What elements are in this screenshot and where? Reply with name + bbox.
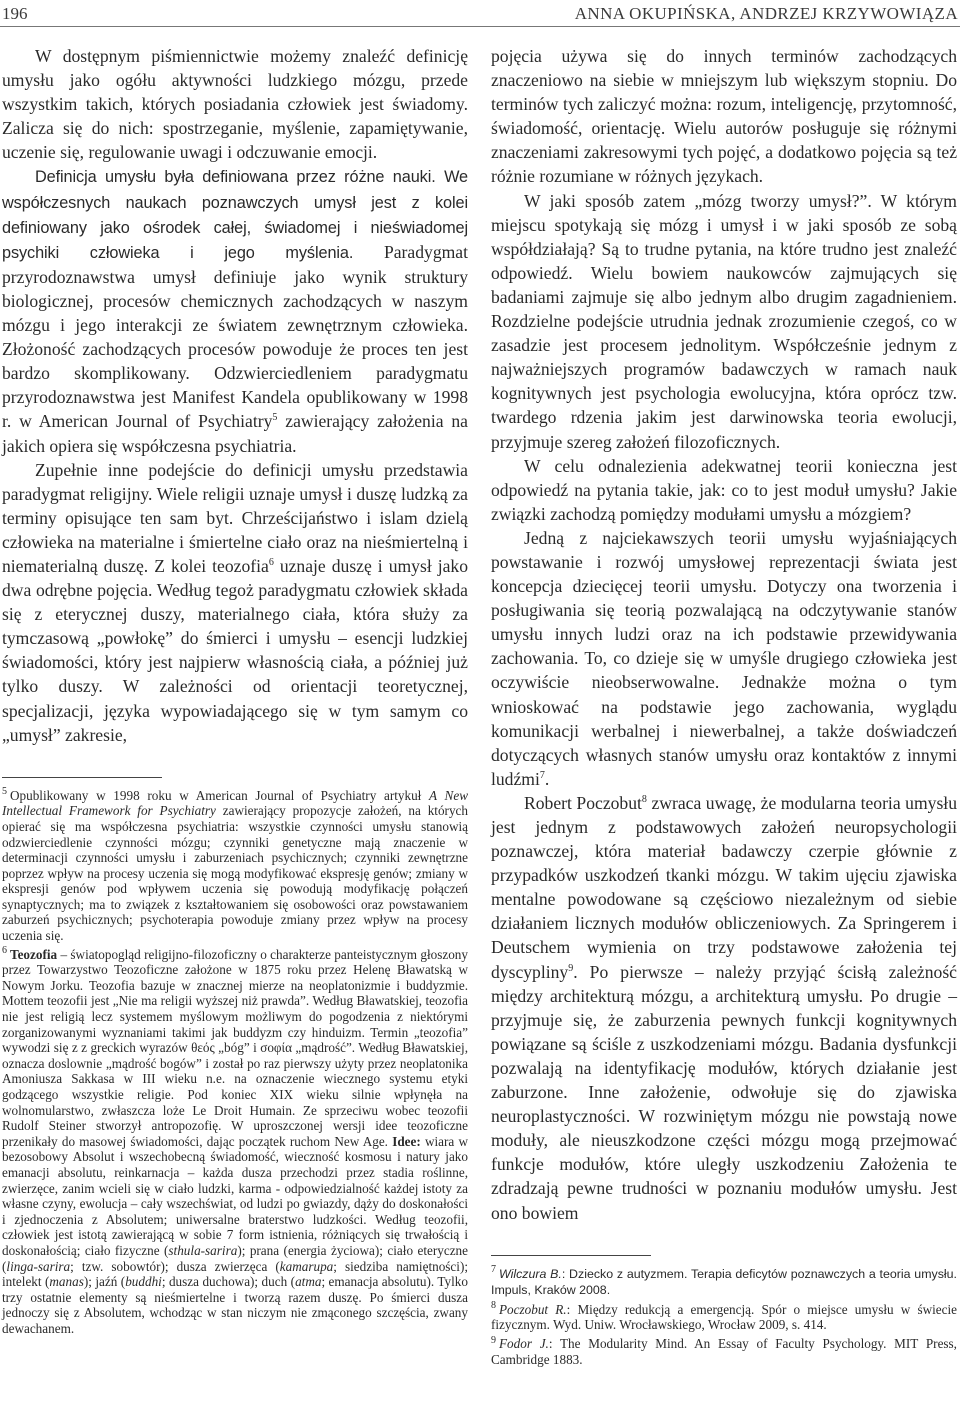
paragraph <box>2 164 468 457</box>
right-column <box>491 44 957 1367</box>
footnote-ref[interactable]: 9 <box>568 962 574 974</box>
footnote-text: zawierający propozycje założeń, na których opierać się ma współczesna psychiatria: wszystkie czynności umysłu stanowią odzwierciedlenie czynności mózgu; czynniki genetyczne mają znaczenie w determinacji czynności umysłu i zaburzeniach psychicznych; czynniki zewnętrzne poprzez wpływ na procesy uczenia się mogą modyfikować ekspresję genów; zmiany w ekspresji genów pod wpływem uczenia się powodują modyfikację połączeń synaptycznych; ma to związek z kształtowaniem się osobowości oraz powstawaniem zaburzeń psychicznych; psychoterapia powoduje zmiany przez wpływ na procesy uczenia się. <box>2 803 468 944</box>
footnote-number: 6 <box>2 945 7 957</box>
footnote-rule <box>2 777 162 778</box>
footnote-ref[interactable]: 5 <box>272 412 278 424</box>
footnote-text: ); jaźń ( <box>83 1274 126 1290</box>
paragraph: W celu odnalezienia adekwatnej teorii konieczna jest odpowiedź na pytania takie, jak: co to jest moduł umysłu? Jakie związki zachodzą pomiędzy modułami umysłu a mózgiem? <box>491 455 957 524</box>
footnote-text: Opublikowany w 1998 roku w American Journal of Psychiatry artykuł <box>10 787 430 803</box>
text-run: . Po pierwsze – należy przyjąć ścisłą zależność między architekturą mózgu, a architekturą umysłu. Po drugie – przyjmuje się, że zaburzenia pewnych funkcji kognitywnych powiązane są ściśle z uszkodzeniami mózgu. Badania dysfunkcji pozwalają na identyfikację modułów, których działanie jest zaburzone. Inne założenie, odwołuje się do zjawiska neuroplastyczności. W rozwiniętym mózgu nie powstają nowe moduły, ale nieuszkodzone części mózgu mogą przejmować funkcje modułów, które uległy uszkodzeniu Założenia te zdradzają pewne trudności w poznaniu modułów umysłu. Jest ono bowiem <box>491 961 957 1223</box>
article-title: A New Intellectual Framework for Psychiatry <box>2 787 469 819</box>
footnote-ref[interactable]: 7 <box>539 769 545 781</box>
paragraph <box>491 791 957 1225</box>
italic-term: linga-sarira <box>6 1258 71 1274</box>
running-head: ANNA OKUPIŃSKA, ANDRZEJ KRZYWOWIĄZA <box>574 4 958 23</box>
author: Poczobut R. <box>499 1301 567 1317</box>
term: Teozofia <box>10 946 58 962</box>
paragraph <box>491 526 957 791</box>
header-rule <box>0 26 960 27</box>
footnote-8 <box>491 1302 957 1333</box>
footnote-text: wiara w bezosobowy Absolut i wszechobecną świadomość, wieczność kosmosu i natury jako emanacji absolutu, reinkarnacja – każda dusza przechodzi przez stadia roślinne, zwierzęce, zanim wcieli się w ciało ludzki, karma - odpowiedzialność każdej istoty za własne czyny, ewolucja – cały wszechświat, od ludzi po gwiazdy, dąży do doskonałości i zjednoczenia z Absolutem; uniwersalne braterstwo ludzkości. Według teozofii, człowiek jest istotą zawierającą w sobie 7 form istnienia, różniących się trwałością i doskonałością; ciało fizyczne ( <box>2 1133 468 1258</box>
footnote-9 <box>491 1336 957 1367</box>
right-footnotes <box>491 1266 957 1368</box>
italic-term: atma <box>295 1274 322 1290</box>
text-run: Zupełnie inne podejście do definicji umysłu przedstawia paradygmat religijny. Wiele religii uznaje umysł i duszę ludzką za terminy opisujące ten sam byt. Chrześcijaństwo i islam dzielą człowieka na materialne i śmiertelne ciało oraz na nieśmiertelną i niematerialną duszę. Z kolei teozofia <box>2 459 468 576</box>
left-column <box>2 44 468 1337</box>
text-run: Paradygmat przyrodoznawstwa umysł definiuje jako wynik struktury biologicznej, procesów chemicznych zachodzących w naszym mózgu i jego interakcji ze światem zewnętrznym człowieka. Złożoność zachodzących procesów powoduje że proces ten jest bardzo skomplikowany. Odzwierciedleniem paradygmatu przyrodoznawstwa jest Manifest Kandela opublikowany w 1998 r. w American Journal of Psychiatry <box>2 241 468 432</box>
paragraph: pojęcia używa się do innych terminów zachodzących znaczeniowo na siebie w mniejszym lub większym stopniu. Do terminów tych zaliczyć można: rozum, inteligencję, przytomność, świadomość, orientację. Wielu autorów posługuje się różnymi znaczeniami zakresowymi tych pojęć, a dodatkowo pojęcia są też różnie rozumiane w różnych językach. <box>491 46 957 187</box>
paragraph: W jaki sposób zatem „mózg tworzy umysł?”. W którym miejscu spotykają się mózg i umysł i w jaki sposób ze sobą współdziałają? Są to trudne pytania, na które trudno jest znaleźć odpowiedź. Wielu bowiem naukowców zajmujących się badaniami zajmuje się albo jednym albo drugim zagadnieniem. Rozdzielne podejście utrudnia jednak zrozumienie czegoś, co w zasadzie jest procesem jednolitym. Współcześnie jednym z najważniejszych programów badawczych w ramach nauk kognitywnych jest psychologia ewolucyjna, która oprócz tzw. twardego rdzenia jakim jest darwinowska teoria ewolucji, przyjmuje szereg założeń filozoficznych. <box>491 190 957 452</box>
italic-term: sthula-sarira <box>168 1242 238 1258</box>
footnote-text: ; dusza duchowa); duch ( <box>161 1274 296 1290</box>
italic-term: kamarupa <box>279 1258 334 1274</box>
page-header <box>0 0 960 32</box>
right-body <box>491 44 957 1225</box>
left-footnotes <box>2 788 468 1337</box>
footnote-number: 5 <box>2 786 7 798</box>
left-body <box>2 44 468 747</box>
footnote-text: ); prana (energia życiowa); ciało eteryczne ( <box>2 1242 468 1274</box>
italic-term: manas <box>49 1274 84 1290</box>
footnote-number: 7 <box>491 1264 496 1276</box>
footnote-7 <box>491 1266 957 1299</box>
footnote-text: ; tzw. sobowtór); dusza zwierzęca ( <box>70 1258 280 1274</box>
author: Fodor J. <box>499 1335 549 1351</box>
paragraph <box>2 458 468 747</box>
footnote-rule <box>491 1255 651 1256</box>
text-run: Jedną z najciekawszych teorii umysłu wyjaśniających powstawanie i rozwój umysłowej reprezentacji świata jest koncepcja dziecięcej teorii umysłu. Dotyczy ona tworzenia i posługiwania się teorią pozwalającą na odczytywanie stanów umysłu innych ludzi oraz na ich podstawie przewidywania zachowania. To, co dzieje się w umyśle drugiego człowieka jest oczywiście nieobserwowalne. Jednakże można o tym wnioskować na podstawie jego zachowania, wyglądu komunikacji werbalnej i niewerbalnej, a także doświadczeń dotyczących własnych stanów umysłu oraz kontaktów z innymi ludźmi <box>491 527 957 789</box>
footnote-ref[interactable]: 8 <box>641 794 647 806</box>
sans-text: Definicja umysłu była definiowana przez różne nauki. We współczesnych naukach poznawczych umysł jest z kolei definiowany jako ośrodek całej, świadomej i nieświadomej psychiki człowieka i jego myślenia. <box>2 168 468 262</box>
paragraph: W dostępnym piśmiennictwie możemy znaleźć definicję umysłu jako ogółu aktywności ludzkiego mózgu, przede wszystkim takich, których posiadania człowiek jest świadomy. Zalicza się do nich: spostrzeganie, myślenie, zapamiętywanie, uczenie się, regulowanie uwagi i odczuwanie emocji. <box>2 46 468 163</box>
footnote-text: : The Modularity Mind. An Essay of Faculty Psychology. MIT Press, Cambridge 1883. <box>491 1335 957 1367</box>
text-run: . <box>544 768 550 789</box>
footnote-text: : Między redukcją a emergencją. Spór o miejsce umysłu w świecie fizycznym. Wyd. Uniw. Wrocławskiego, Wrocław 2009, s. 414. <box>491 1301 957 1333</box>
text-run: zwraca uwagę, że modularna teoria umysłu jest jednym z podstawowych założeń neuropsychologii poznawczej, która materiał badawczy czerpie głównie z przypadków uszkodzeń tkanki mózgu. W takim ujęciu zjawiska mentalne powodowane są częściowo niezależnym od siebie działaniem licznych modułów obliczeniowych. Za Springerem i Deutschem wymienia on trzy podstawowe założenia tej dyscypliny <box>491 792 957 982</box>
text-run: Robert Poczobut <box>524 792 642 813</box>
footnote-text: ; emanacja absolutu). Tylko trzy ostatnie elementy są nieśmiertelne i tworzą razem duszę. Po śmierci dusza jednoczy się z Absolutem, wchodząc w stan niczym nie zmąconego szczęścia, zwany dewachanem. <box>2 1274 468 1336</box>
term: Idee: <box>392 1133 421 1149</box>
page-number: 196 <box>2 4 28 23</box>
footnote-5 <box>2 788 468 944</box>
footnote-number: 8 <box>491 1300 496 1312</box>
author: Wilczura B. <box>499 1266 562 1281</box>
footnote-6 <box>2 947 468 1337</box>
footnote-ref[interactable]: 6 <box>268 557 274 569</box>
text-run: zawierający założenia na jakich opiera się współczesna psychiatria. <box>2 411 468 456</box>
italic-term: buddhi <box>125 1274 162 1290</box>
footnote-text: ; siedziba namiętności); intelekt ( <box>2 1258 468 1290</box>
footnote-text: : Dziecko z autyzmem. Terapia deficytów poznawczych a teoria umysłu. Impuls, Kraków 2008. <box>491 1266 957 1298</box>
footnote-number: 9 <box>491 1334 496 1346</box>
text-run: uznaje duszę i umysł jako dwa odrębne pojęcia. Według tegoż paradygmatu człowiek składa się z eterycznej duszy, materialnego ciała, która służy za tymczasową „powłokę” do śmierci i umysłu – esencji ludzkiej świadomości, który jest najpierw własnością ciała, a później już tylko duszy. W zależności od orientacji teoretycznej, specjalizacji, języka wypowiadającego się w tym samym co „umysł” zakresie, <box>2 555 469 745</box>
footnote-text: – światopogląd religijno-filozoficzny o charakterze panteistycznym głoszony przez Towarzystwo Teozoficzne założone w 1875 roku przez Helenę Bławatską w Nowym Jorku. Teozofia bazuje w znacznej mierze na neoplatonizmie i buddyzmie. Mottem teozofii jest „Nie ma religii wyższej niż prawda”. Według Bławatskiej, teozofia nie jest religią lecz systemem myślowym możliwym do pogodzenia z niektórymi zorganizowanymi wyznaniami takimi jak buddyzm czy hinduizm. Termin „teozofia” wywodzi się z z greckich wyrazów θεός „bóg” i σοφία „mądrość”. Według Bławatskiej, oznacza doslownie „mądrość bogów” i został po raz pierwszy użyty przez neoplatonika Amoniusza Sakkasa w III wieku n.e. na oznaczenie wiecznego systemu etyki godzącego wszystkie religie. Pod koniec XIX wieku silnie wpłynęła na wolnomularstwo, zwłaszcza loże Le Droit Humain. Ze sprzeciwu wobec teozofii Rudolf Steiner stworzył antropozofię. W uproszczonej wersji idee teozoficzne przenikały do masowej świadomości, dając początek ruchom New Age. <box>2 946 468 1149</box>
